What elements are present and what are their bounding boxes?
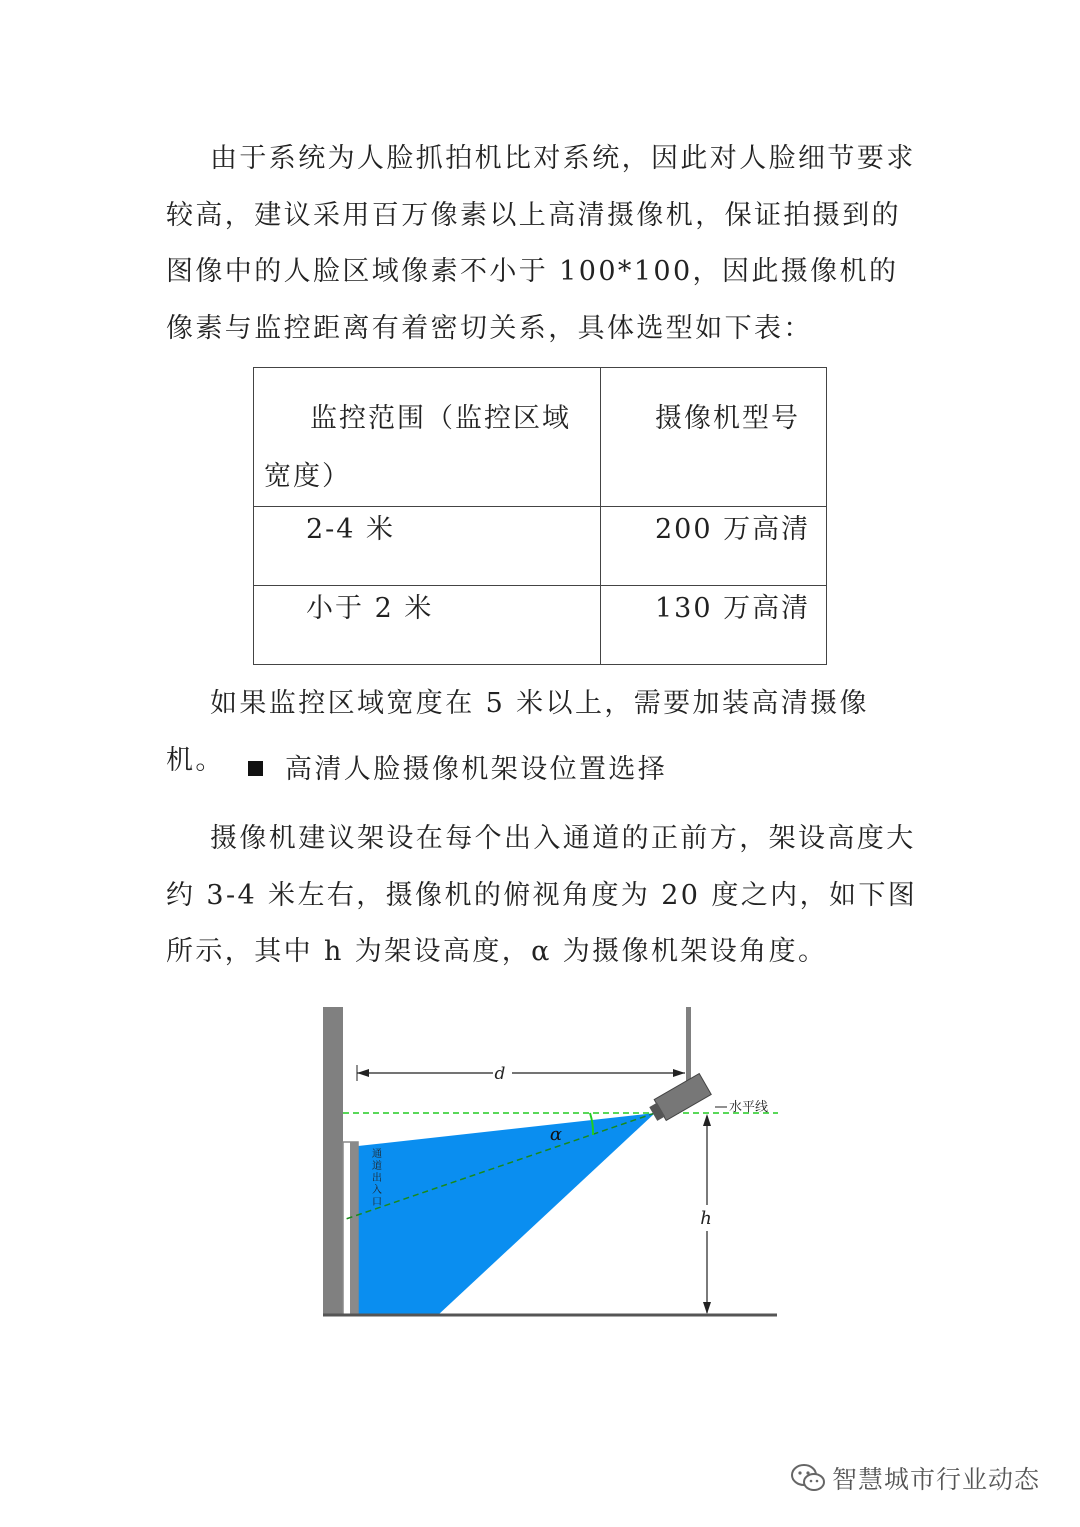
h-arrow-top <box>703 1114 711 1126</box>
intro-paragraph: 由于系统为人脸抓拍机比对系统，因此对人脸细节要求较高，建议采用百万像素以上高清摄像机，保证拍摄到的图像中的人脸区域像素不小于 100*100，因此摄像机的像素与监控距离有着密切关系，具体选型如下表： <box>166 143 916 344</box>
d-arrow-left <box>357 1069 369 1077</box>
table-header-cell <box>254 368 601 507</box>
d-arrow-right <box>673 1069 685 1077</box>
table-header-cell <box>601 368 827 507</box>
d-label: d <box>494 1064 506 1084</box>
h-arrow-bottom <box>703 1302 711 1314</box>
wall-pole <box>323 1007 343 1315</box>
header-model: 摄像机型号 <box>655 403 800 434</box>
cell-range-1: 小于 2 米 <box>254 586 601 665</box>
account-name: 智慧城市行业动态 <box>832 1465 1041 1494</box>
cell-model-0: 200 万高清 <box>601 507 827 586</box>
wechat-icon <box>790 1463 826 1499</box>
square-bullet-icon <box>248 761 263 776</box>
table-row <box>254 507 827 586</box>
cell-range-0: 2-4 米 <box>254 507 601 586</box>
footer-watermark <box>790 1460 1040 1499</box>
header-range: 监控范围（监控区域宽度） <box>264 403 571 492</box>
camera-selection-table <box>253 367 827 665</box>
camera-body <box>647 1074 711 1125</box>
cell-model-1: 130 万高清 <box>601 586 827 665</box>
bullet-heading <box>248 748 667 792</box>
table-row <box>254 586 827 665</box>
h-label: h <box>700 1208 712 1229</box>
camera-mounting-diagram <box>300 995 790 1325</box>
note-paragraph: 如果监控区域宽度在 5 米以上，需要加装高清摄像机。 <box>166 688 869 776</box>
field-of-view <box>358 1113 655 1315</box>
horizontal-label: 水平线 <box>729 1100 769 1115</box>
passage-label: 通道出入口 <box>369 1148 381 1208</box>
mounting-paragraph: 摄像机建议架设在每个出入通道的正前方，架设高度大约 3-4 米左右，摄像机的俯视角度为 20 度之内，如下图所示，其中 h 为架设高度，α 为摄像机架设角度。 <box>166 823 918 967</box>
alpha-label: α <box>549 1124 563 1145</box>
gate-post-edge <box>350 1142 358 1315</box>
bullet-heading-text: 高清人脸摄像机架设位置选择 <box>285 754 668 785</box>
